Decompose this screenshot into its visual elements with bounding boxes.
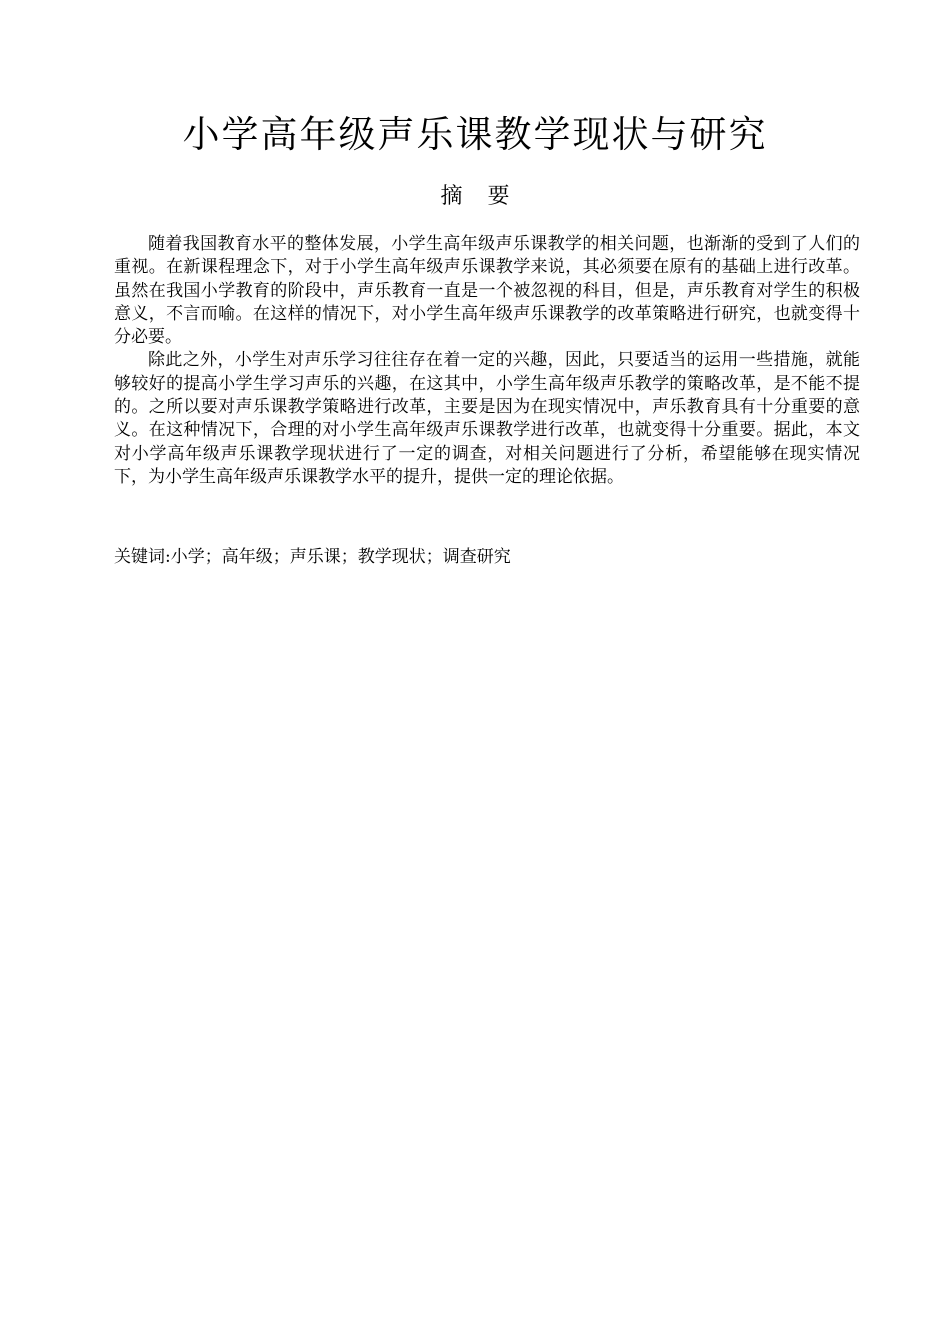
abstract-paragraph-2: 除此之外，小学生对声乐学习往往存在着一定的兴趣，因此，只要适当的运用一些措施，就能够较好的提高小学生学习声乐的兴趣，在这其中，小学生高年级声乐教学的策略改革，是不能不提的。之所以要对声乐课教学策略进行改革，主要是因为在现实情况中，声乐教育具有十分重要的意义。在这种情况下，合理的对小学生高年级声乐课教学进行改革，也就变得十分重要。据此，本文对小学高年级声乐课教学现状进行了一定的调查，对相关问题进行了分析，希望能够在现实情况下，为小学生高年级声乐课教学水平的提升，提供一定的理论依据。	[114, 350, 860, 487]
abstract-heading: 摘 要	[440, 184, 510, 209]
keywords-line: 关键词:小学；高年级；声乐课；教学现状；调查研究	[114, 547, 511, 567]
abstract-body	[114, 233, 860, 489]
document-title: 小学高年级声乐课教学现状与研究	[182, 113, 768, 156]
abstract-paragraph-1: 随着我国教育水平的整体发展，小学生高年级声乐课教学的相关问题，也渐渐的受到了人们的重视。在新课程理念下，对于小学生高年级声乐课教学来说，其必须要在原有的基础上进行改革。虽然在我国小学教育的阶段中，声乐教育一直是一个被忽视的科目，但是，声乐教育对学生的积极意义，不言而喻。在这样的情况下，对小学生高年级声乐课教学的改革策略进行研究，也就变得十分必要。	[114, 234, 860, 348]
